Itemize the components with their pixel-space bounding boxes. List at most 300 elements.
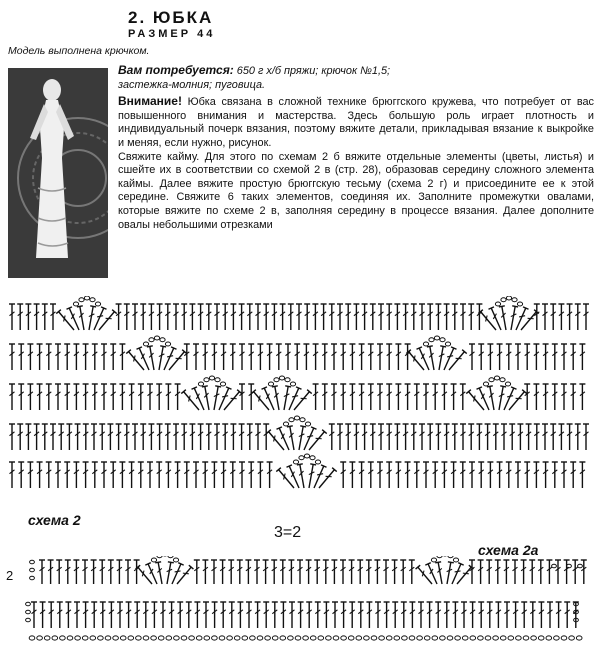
stitch-symbol-icon (186, 602, 192, 628)
stitch-symbol-icon (558, 424, 564, 450)
stitch-symbol-icon (161, 347, 176, 371)
stitch-symbol-icon (255, 602, 261, 628)
stitch-symbol-icon (263, 304, 269, 330)
stitch-symbol-icon (9, 424, 15, 450)
stitch-symbol-icon (403, 424, 409, 450)
article-text (118, 64, 594, 232)
stitch-symbol-icon (229, 602, 235, 628)
stitch-symbol-icon (487, 344, 493, 370)
stitch-symbol-icon (349, 384, 355, 410)
stitch-symbol-icon (110, 344, 116, 370)
stitch-symbol-icon (155, 562, 165, 585)
stitch-symbol-icon (313, 384, 319, 410)
stitch-symbol-icon (466, 390, 486, 412)
stitch-symbol-icon (46, 344, 52, 370)
stitch-symbol-icon (211, 386, 221, 411)
stitch-symbol-icon (177, 602, 183, 628)
stitch-symbol-icon (306, 464, 316, 489)
stitch-symbol-icon (524, 462, 530, 488)
stitch-symbol-icon (331, 344, 337, 370)
stitch-symbol-icon (193, 344, 199, 370)
stitch-symbol-icon (202, 560, 208, 584)
stitch-symbol-icon (478, 344, 484, 370)
requirements-continuation: застежка-молния; пуговица. (118, 78, 266, 91)
stitch-symbol-icon (331, 560, 337, 584)
stitch-symbol-icon (37, 344, 43, 370)
stitch-symbol-icon (570, 384, 576, 410)
scheme-2a-label: схема 2а (478, 542, 539, 558)
stitch-symbol-icon (312, 304, 318, 330)
stitch-symbol-icon (304, 304, 310, 330)
stitch-symbol-icon (17, 424, 23, 450)
stitch-symbol-icon (294, 344, 300, 370)
stitch-symbol-icon (147, 462, 153, 488)
stitch-symbol-icon (341, 602, 347, 628)
stitch-symbol-icon (519, 310, 539, 332)
stitch-symbol-icon (435, 602, 441, 628)
stitch-symbol-icon (383, 560, 389, 584)
stitch-symbol-icon (239, 462, 245, 488)
stitch-symbol-icon (405, 344, 411, 370)
stitch-symbol-icon (345, 304, 351, 330)
stitch-symbol-icon (441, 462, 447, 488)
stitch-symbol-icon (147, 384, 153, 410)
stitch-symbol-icon (561, 462, 567, 488)
stitch-symbol-icon (18, 344, 24, 370)
stitch-symbol-icon (423, 384, 429, 410)
stitch-symbol-icon (194, 560, 200, 584)
stitch-symbol-icon (169, 563, 183, 586)
stitch-symbol-icon (280, 304, 286, 330)
stitch-symbol-icon (317, 468, 337, 490)
stitch-symbol-icon (583, 424, 589, 450)
stitch-symbol-icon (173, 304, 179, 330)
stitch-symbol-icon (34, 424, 40, 450)
stitch-symbol-icon (55, 384, 61, 410)
stitch-symbol-icon (542, 304, 548, 330)
stitch-symbol-icon (533, 462, 539, 488)
stitch-symbol-icon (147, 346, 157, 371)
stitch-symbol-icon (506, 344, 512, 370)
stitch-symbol-icon (266, 430, 286, 452)
stitch-symbol-icon (42, 304, 48, 330)
stitch-symbol-icon (392, 602, 398, 628)
stitch-symbol-icon (435, 424, 441, 450)
stitch-symbol-icon (254, 560, 260, 584)
stitch-symbol-icon (349, 462, 355, 488)
stitch-symbol-icon (400, 560, 406, 584)
stitch-symbol-icon (151, 602, 157, 628)
stitch-symbol-icon (143, 602, 149, 628)
stitch-symbol-icon (298, 602, 304, 628)
stitch-symbol-icon (92, 344, 98, 370)
stitch-symbol-icon (65, 602, 71, 628)
stitch-symbol-icon (359, 384, 365, 410)
stitch-symbol-icon (543, 344, 549, 370)
stitch-symbol-icon (248, 462, 254, 488)
stitch-symbol-icon (287, 426, 297, 451)
chain-loop-icon (423, 336, 450, 346)
stitch-symbol-icon (64, 462, 70, 488)
stitch-symbol-icon (64, 344, 70, 370)
stitch-symbol-icon (564, 602, 570, 628)
stitch-symbol-icon (132, 304, 138, 330)
stitch-symbol-icon (533, 344, 539, 370)
stitch-symbol-icon (165, 384, 171, 410)
stitch-symbol-icon (478, 602, 484, 628)
stitch-symbol-icon (237, 560, 243, 584)
stitch-symbol-icon (435, 562, 445, 585)
stitch-symbol-icon (329, 424, 335, 450)
size-line: РАЗМЕР 44 (128, 28, 216, 40)
stitch-symbol-icon (556, 602, 562, 628)
stitch-symbol-icon (83, 462, 89, 488)
stitch-symbol-icon (461, 602, 467, 628)
stitch-symbol-icon (301, 427, 316, 451)
stitch-symbol-icon (401, 602, 407, 628)
stitch-symbol-icon (157, 304, 163, 330)
stitch-symbol-icon (73, 560, 79, 584)
stitch-symbol-icon (530, 602, 536, 628)
stitch-symbol-icon (50, 304, 56, 330)
stitch-symbol-icon (366, 602, 372, 628)
chain-loop-icon (151, 556, 178, 562)
stitch-symbol-icon (478, 462, 484, 488)
stitch-symbol-icon (216, 387, 231, 411)
stitch-symbol-icon (359, 462, 365, 488)
stitch-symbol-icon (18, 384, 24, 410)
stitch-symbol-icon (460, 462, 466, 488)
stitch-symbol-icon (276, 344, 282, 370)
stitch-symbol-icon (359, 344, 365, 370)
stitch-symbol-icon (409, 560, 415, 584)
crochet-chart-top (6, 296, 594, 496)
stitch-symbol-icon (329, 304, 335, 330)
stitch-symbol-icon (392, 560, 398, 584)
stitch-symbol-icon (138, 384, 144, 410)
stitch-symbol-icon (345, 424, 351, 450)
stitch-symbol-icon (572, 560, 578, 584)
stitch-symbol-icon (496, 386, 506, 411)
stitch-symbol-icon (561, 384, 567, 410)
stitch-symbol-icon (239, 304, 245, 330)
stitch-symbol-icon (495, 560, 501, 584)
stitch-symbol-icon (222, 424, 228, 450)
stitch-symbol-icon (470, 602, 476, 628)
stitch-symbol-icon (56, 310, 76, 332)
stitch-symbol-icon (478, 560, 484, 584)
stitch-symbol-icon (497, 462, 503, 488)
stitch-symbol-icon (468, 424, 474, 450)
stitch-symbol-icon (66, 424, 72, 450)
stitch-symbol-icon (358, 602, 364, 628)
stitch-symbol-icon (306, 560, 312, 584)
stitch-symbol-icon (292, 390, 312, 412)
stitch-symbol-icon (419, 304, 425, 330)
stitch-symbol-icon (99, 560, 105, 584)
stitch-symbol-icon (414, 462, 420, 488)
stitch-symbol-icon (181, 424, 187, 450)
stitch-symbol-icon (46, 384, 52, 410)
stitch-symbol-icon (452, 424, 458, 450)
stitch-symbol-icon (513, 602, 519, 628)
stitch-symbol-icon (48, 560, 54, 584)
stitch-symbol-icon (281, 386, 291, 411)
requirements-value: 650 г х/б пряжи; крючок №1,5; (233, 65, 391, 77)
stitch-symbol-icon (395, 384, 401, 410)
stitch-symbol-icon (558, 304, 564, 330)
stitch-symbol-icon (432, 462, 438, 488)
scheme-equation: 3=2 (274, 524, 302, 541)
stitch-symbol-icon (116, 560, 122, 584)
stitch-symbol-icon (543, 462, 549, 488)
stitch-symbol-icon (460, 384, 466, 410)
stitch-symbol-icon (386, 424, 392, 450)
stitch-symbol-icon (451, 384, 457, 410)
stitch-symbol-icon (184, 344, 190, 370)
stitch-symbol-icon (99, 424, 105, 450)
stitch-symbol-icon (83, 424, 89, 450)
stitch-symbol-icon (57, 602, 63, 628)
stitch-symbol-icon (263, 560, 269, 584)
stitch-symbol-icon (323, 602, 329, 628)
stitch-symbol-icon (337, 424, 343, 450)
stitch-symbol-icon (289, 602, 295, 628)
stitch-symbol-icon (579, 344, 585, 370)
stitch-symbol-icon (129, 384, 135, 410)
stitch-symbol-icon (206, 304, 212, 330)
stitch-symbol-icon (101, 462, 107, 488)
stitch-symbol-icon (160, 602, 166, 628)
warning-label: Внимание! (118, 94, 182, 109)
stitch-symbol-icon (211, 462, 217, 488)
stitch-symbol-icon (478, 310, 498, 332)
stitch-symbol-icon (211, 560, 217, 584)
stitch-symbol-icon (132, 424, 138, 450)
stitch-symbol-icon (220, 560, 226, 584)
stitch-symbol-icon (435, 304, 441, 330)
stitch-symbol-icon (136, 347, 151, 371)
warning-paragraph (118, 95, 594, 150)
crochet-chart-bottom (24, 556, 588, 666)
stitch-symbol-icon (476, 424, 482, 450)
stitch-symbol-icon (513, 307, 528, 331)
stitch-symbol-icon (194, 602, 200, 628)
stitch-symbol-icon (469, 462, 475, 488)
stitch-symbol-icon (403, 304, 409, 330)
stitch-symbol-icon (497, 344, 503, 370)
stitch-symbol-icon (31, 602, 37, 628)
stitch-symbol-icon (542, 424, 548, 450)
stitch-symbol-icon (140, 424, 146, 450)
stitch-symbol-icon (386, 304, 392, 330)
stitch-symbol-icon (221, 462, 227, 488)
stitch-symbol-icon (92, 462, 98, 488)
stitch-symbol-icon (230, 304, 236, 330)
stitch-symbol-icon (288, 304, 294, 330)
stitch-symbol-icon (167, 350, 187, 372)
stitch-symbol-icon (416, 565, 435, 586)
stitch-symbol-icon (126, 602, 132, 628)
stitch-symbol-icon (375, 602, 381, 628)
stitch-symbol-icon (272, 602, 278, 628)
stitch-symbol-icon (323, 560, 329, 584)
stitch-symbol-icon (247, 304, 253, 330)
stitch-symbol-icon (91, 307, 106, 331)
stitch-symbol-icon (322, 344, 328, 370)
stitch-symbol-icon (239, 424, 245, 450)
stitch-symbol-icon (340, 462, 346, 488)
stitch-symbol-icon (276, 468, 296, 490)
stitch-symbol-icon (307, 430, 327, 452)
stitch-symbol-icon (116, 424, 122, 450)
stitch-symbol-icon (340, 384, 346, 410)
stitch-symbol-icon (469, 560, 475, 584)
stitch-symbol-icon (349, 344, 355, 370)
stitch-symbol-icon (156, 384, 162, 410)
chain-loop-icon (483, 376, 510, 386)
stitch-symbol-icon (538, 602, 544, 628)
stitch-symbol-icon (165, 424, 171, 450)
stitch-symbol-icon (384, 602, 390, 628)
stitch-symbol-icon (411, 424, 417, 450)
stitch-symbol-icon (222, 390, 242, 412)
chain-loop-icon (283, 416, 310, 426)
stitch-symbol-icon (246, 602, 252, 628)
stitch-symbol-icon (73, 384, 79, 410)
stitch-symbol-icon (534, 424, 540, 450)
stitch-symbol-icon (524, 344, 530, 370)
stitch-symbol-icon (82, 560, 88, 584)
stitch-symbol-icon (247, 424, 253, 450)
model-note: Модель выполнена крючком. (8, 45, 150, 57)
stitch-symbol-icon (418, 602, 424, 628)
stitch-symbol-icon (119, 462, 125, 488)
stitch-symbol-icon (394, 304, 400, 330)
stitch-symbol-icon (362, 304, 368, 330)
stitch-symbol-icon (221, 344, 227, 370)
stitch-symbol-icon (416, 347, 431, 371)
stitch-symbol-icon (164, 562, 174, 585)
stitch-symbol-icon (39, 560, 45, 584)
stitch-symbol-icon (148, 424, 154, 450)
stitch-symbol-icon (469, 344, 475, 370)
stitch-symbol-icon (83, 384, 89, 410)
stitch-symbol-icon (386, 462, 392, 488)
stitch-symbol-icon (444, 602, 450, 628)
stitch-symbol-icon (444, 304, 450, 330)
stitch-symbol-icon (452, 304, 458, 330)
stitch-symbol-icon (526, 424, 532, 450)
stitch-symbol-icon (567, 304, 573, 330)
stitch-symbol-icon (27, 462, 33, 488)
stitch-symbol-icon (561, 344, 567, 370)
stitch-symbol-icon (55, 344, 61, 370)
stitch-symbol-icon (280, 560, 286, 584)
stitch-symbol-icon (296, 426, 306, 451)
stitch-symbol-icon (368, 462, 374, 488)
stitch-symbol-icon (306, 602, 312, 628)
stitch-symbol-icon (297, 464, 307, 489)
stitch-symbol-icon (332, 602, 338, 628)
stitch-symbol-icon (331, 384, 337, 410)
stitch-symbol-icon (18, 462, 24, 488)
stitch-symbol-icon (427, 424, 433, 450)
stitch-symbol-icon (425, 563, 439, 586)
chain-loop-icon (268, 376, 295, 386)
stitch-symbol-icon (27, 344, 33, 370)
stitch-symbol-icon (555, 560, 561, 584)
stitch-symbol-icon (485, 424, 491, 450)
stitch-symbol-icon (140, 304, 146, 330)
stitch-symbol-icon (134, 602, 140, 628)
stitch-symbol-icon (297, 560, 303, 584)
stitch-symbol-icon (515, 344, 521, 370)
stitch-symbol-icon (311, 465, 326, 489)
stitch-symbol-icon (75, 424, 81, 450)
stitch-symbol-icon (110, 384, 116, 410)
stitch-symbol-icon (198, 424, 204, 450)
stitch-symbol-icon (487, 602, 493, 628)
stitch-symbol-icon (288, 560, 294, 584)
stitch-symbol-icon (124, 304, 130, 330)
stitch-symbol-icon (386, 384, 392, 410)
stitch-symbol-icon (547, 602, 553, 628)
stitch-symbol-icon (255, 304, 261, 330)
stitch-symbol-icon (145, 563, 159, 586)
stitch-symbol-icon (476, 304, 482, 330)
stitch-symbol-icon (552, 344, 558, 370)
stitch-symbol-icon (58, 424, 64, 450)
stitch-symbol-icon (46, 462, 52, 488)
stitch-symbol-icon (165, 462, 171, 488)
stitch-symbol-icon (239, 344, 245, 370)
stitch-symbol-icon (455, 565, 474, 586)
stitch-symbol-icon (25, 304, 31, 330)
stitch-symbol-icon (92, 384, 98, 410)
stitch-symbol-icon (493, 424, 499, 450)
stitch-symbol-icon (370, 304, 376, 330)
stitch-symbol-icon (567, 424, 573, 450)
stitch-symbol-icon (198, 304, 204, 330)
stitch-symbol-icon (156, 346, 166, 371)
stitch-symbol-icon (169, 602, 175, 628)
stitch-symbol-icon (405, 384, 411, 410)
stitch-symbol-icon (377, 344, 383, 370)
stitch-symbol-icon (322, 384, 328, 410)
stitch-symbol-icon (486, 560, 492, 584)
stitch-symbol-icon (395, 462, 401, 488)
stitch-symbol-icon (441, 347, 456, 371)
stitch-symbol-icon (366, 560, 372, 584)
stitch-symbol-icon (245, 560, 251, 584)
stitch-symbol-icon (575, 304, 581, 330)
stitch-symbol-icon (110, 462, 116, 488)
chain-loop-icon (143, 336, 170, 346)
stitch-symbol-icon (313, 344, 319, 370)
stitch-symbol-icon (108, 560, 114, 584)
stitch-symbol-icon (423, 462, 429, 488)
stitch-symbol-icon (263, 424, 269, 450)
stitch-symbol-icon (228, 560, 234, 584)
stitch-symbol-icon (48, 602, 54, 628)
stitch-symbol-icon (507, 390, 527, 412)
stitch-symbol-icon (271, 560, 277, 584)
chain-loop-icon (73, 296, 100, 306)
stitch-symbol-icon (25, 424, 31, 450)
stitch-symbol-icon (543, 384, 549, 410)
stitch-symbol-icon (321, 304, 327, 330)
